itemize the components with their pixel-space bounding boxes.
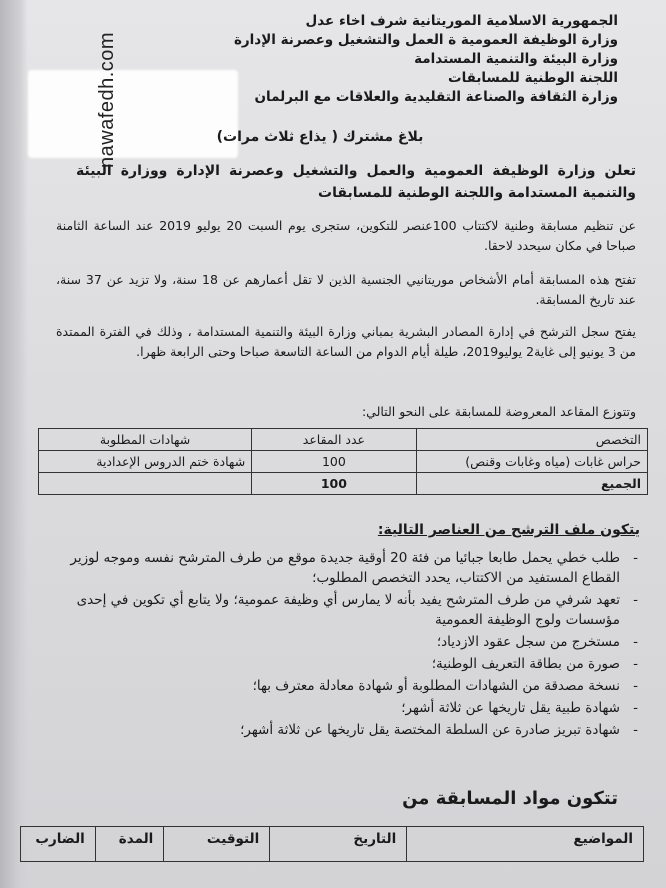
header-cell: الضارب	[21, 827, 96, 862]
letterhead	[218, 12, 618, 107]
header-cell: المدة	[95, 827, 164, 862]
subjects-title: تتكون مواد المسابقة من	[402, 788, 618, 809]
list-item: - شهادة تبريز صادرة عن السلطة المختصة يقل تاريخها عن ثلاثة أشهر؛	[50, 720, 640, 740]
letterhead-line: وزارة الوظيفة العمومية ة العمل والتشغيل وعصرنة الإدارة	[233, 32, 618, 48]
total-value: 100	[252, 473, 416, 495]
letterhead-line: وزارة الثقافة والصناعة التقليدية والعلاقات مع البرلمان	[254, 89, 618, 105]
letterhead-line: وزارة البيئة والتنمية المستدامة	[414, 51, 618, 67]
paragraph-seats-intro: وتتوزع المقاعد المعروضة للمسابقة على النحو التالي:	[361, 404, 636, 419]
table-cell: حراس غابات (مياه وغابات وقنص)	[416, 451, 647, 473]
table-header-row	[39, 429, 648, 451]
table-row	[39, 451, 648, 473]
list-item: - طلب خطي يحمل طابعا جبائيا من فئة 20 أوقية جديدة موقع من طرف المترشح نفسه وموجه لوزير القطاع المستفيد من الاكتتاب، يحدد التخصص المطلوب؛	[50, 548, 640, 588]
table-cell: 100	[252, 451, 416, 473]
header-cell: عدد المقاعد	[252, 429, 416, 451]
paragraph-eligibility: تفتح هذه المسابقة أمام الأشخاص موريتانيي الجنسية الذين لا تقل أعمارهم عن 18 سنة، ولا تزيد عن 37 سنة، عند تاريخ المسابقة.	[56, 272, 636, 307]
subjects-table	[20, 826, 644, 862]
total-label: الجميع	[416, 473, 647, 495]
intro-paragraph: تعلن وزارة الوظيفة العمومية والعمل والتشغيل وعصرنة الإدارة ووزارة البيئة والتنمية المستدامة واللجنة الوطنية للمسابقات	[76, 163, 636, 201]
file-items-list	[50, 548, 640, 742]
letterhead-line: اللجنة الوطنية للمسابقات	[448, 70, 618, 86]
table-total-row	[39, 473, 648, 495]
table-header-row	[21, 827, 644, 862]
list-item: - نسخة مصدقة من الشهادات المطلوبة أو شهادة معادلة معترف بها؛	[50, 676, 640, 696]
header-cell: التوقيت	[164, 827, 270, 862]
seats-table	[38, 428, 648, 495]
letterhead-line: الجمهورية الاسلامية الموريتانية شرف اخاء عدل	[305, 13, 618, 29]
watermark-text: nawafedh.com	[96, 31, 118, 169]
header-cell: المواضيع	[407, 827, 644, 862]
table-cell	[39, 473, 252, 495]
paragraph-registration: يفتح سجل الترشح في إدارة المصادر البشرية بمباني وزارة البيئة والتنمية المستدامة ، وذلك في الفترة الممتدة من 3 يونيو إلى غاية2 يوليو2019، طيلة أيام الدوام من الساعة التاسعة صباحا وحتى الرابعة ظهرا.	[56, 324, 636, 359]
paragraph-competition: عن تنظيم مسابقة وطنية لاكتتاب 100عنصر للتكوين، ستجرى يوم السبت 20 يوليو 2019 عند الساعة الثامنة صباحا في مكان سيحدد لاحقا.	[56, 218, 637, 253]
communique-title: بلاغ مشترك ( يذاع ثلاث مرات)	[216, 129, 424, 145]
header-cell: شهادات المطلوبة	[39, 429, 252, 451]
file-section-title: يتكون ملف الترشح من العناصر التالية:	[377, 522, 640, 538]
list-item: - صورة من بطاقة التعريف الوطنية؛	[50, 654, 640, 674]
header-cell: التاريخ	[270, 827, 407, 862]
page-shadow	[0, 0, 28, 888]
header-cell: التخصص	[416, 429, 647, 451]
list-item: - شهادة طبية يقل تاريخها عن ثلاثة أشهر؛	[50, 698, 640, 718]
table-cell: شهادة ختم الدروس الإعدادية	[39, 451, 252, 473]
list-item: - مستخرج من سجل عقود الازدياد؛	[50, 632, 640, 652]
list-item: - تعهد شرفي من طرف المترشح يفيد بأنه لا يمارس أي وظيفة عمومية؛ ولا يتابع أي تكوين في إحدى مؤسسات ولوج الوظيفة العمومية	[50, 590, 640, 630]
